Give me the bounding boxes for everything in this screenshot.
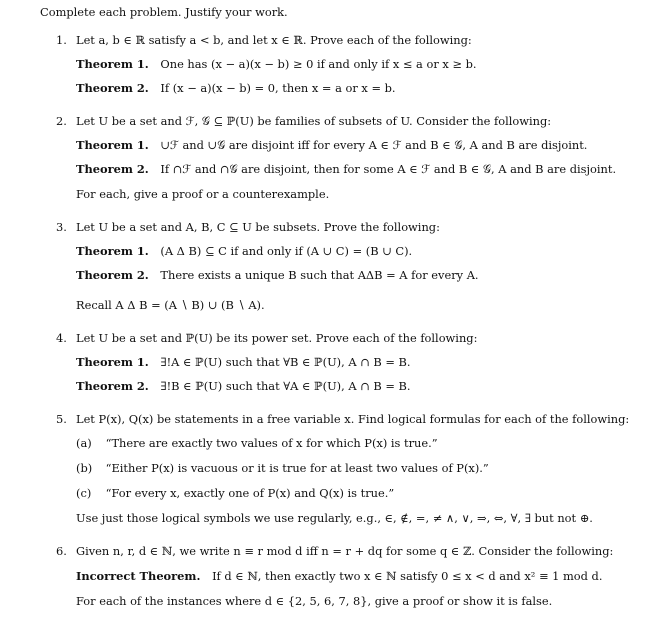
problem-3-theorem-1 [76, 244, 412, 258]
problem-3-theorem-2 [76, 268, 479, 282]
intro-text: Complete each problem. Justify your work. [40, 5, 288, 19]
theorem-text: If ∩ℱ and ∩𝒢 are disjoint, then for some A ∈ ℱ and B ∈ 𝒢, A and B are disjoint. [160, 162, 617, 176]
theorem-label: Theorem 2. [76, 379, 149, 393]
part-label: (a) [76, 436, 92, 450]
problem-1-statement: Let a, b ∈ ℝ satisfy a < b, and let x ∈ ℝ. Prove each of the following: [76, 33, 472, 47]
problem-5-part-b [76, 461, 489, 475]
theorem-label: Theorem 2. [76, 81, 149, 95]
part-label: (c) [76, 486, 92, 500]
problem-4-number: 4. [56, 331, 67, 345]
problem-5-note: Use just those logical symbols we use regularly, e.g., ∈, ∉, =, ≠ ∧, ∨, ⇒, ⇔, ∀, ∃ but not ⊕. [76, 511, 593, 525]
theorem-text: If (x − a)(x − b) = 0, then x = a or x = b. [160, 81, 396, 95]
problem-4-statement: Let U be a set and ℙ(U) be its power set. Prove each of the following: [76, 331, 478, 345]
problem-6-statement: Given n, r, d ∈ ℕ, we write n ≡ r mod d iff n = r + dq for some q ∈ ℤ. Consider the following: [76, 544, 614, 558]
problem-2-note: For each, give a proof or a counterexample. [76, 187, 330, 201]
theorem-text: (A Δ B) ⊆ C if and only if (A ∪ C) = (B ∪ C). [160, 244, 413, 258]
theorem-text: ∃!A ∈ ℙ(U) such that ∀B ∈ ℙ(U), A ∩ B = B. [160, 355, 411, 369]
part-text: “For every x, exactly one of P(x) and Q(x) is true.” [105, 486, 395, 500]
theorem-text: There exists a unique B such that AΔB = A for every A. [160, 268, 479, 282]
problem-3-statement: Let U be a set and A, B, C ⊆ U be subsets. Prove the following: [76, 220, 440, 234]
theorem-label: Theorem 1. [76, 244, 149, 258]
problem-6-incorrect-theorem [76, 569, 602, 583]
problem-4-theorem-2 [76, 379, 411, 393]
theorem-label: Theorem 2. [76, 268, 149, 282]
theorem-text: One has (x − a)(x − b) ≥ 0 if and only if x ≤ a or x ≥ b. [160, 57, 477, 71]
part-label: (b) [76, 461, 93, 475]
theorem-label: Theorem 1. [76, 138, 149, 152]
problem-5-part-a [76, 436, 438, 450]
problem-1-theorem-1 [76, 57, 477, 71]
theorem-text: If d ∈ ℕ, then exactly two x ∈ ℕ satisfy 0 ≤ x < d and x² ≡ 1 mod d. [212, 569, 603, 583]
theorem-label: Theorem 1. [76, 57, 149, 71]
theorem-text: ∪ℱ and ∪𝒢 are disjoint iff for every A ∈ ℱ and B ∈ 𝒢, A and B are disjoint. [160, 138, 588, 152]
problem-2-theorem-2 [76, 162, 616, 176]
problem-4-theorem-1 [76, 355, 411, 369]
problem-5-part-c [76, 486, 394, 500]
problem-1-theorem-2 [76, 81, 396, 95]
problem-3-note: Recall A Δ B = (A ∖ B) ∪ (B ∖ A). [76, 298, 265, 312]
theorem-label: Incorrect Theorem. [76, 569, 201, 583]
problem-5-number: 5. [56, 412, 67, 426]
theorem-label: Theorem 2. [76, 162, 149, 176]
problem-3-number: 3. [56, 220, 67, 234]
problem-6-number: 6. [56, 544, 67, 558]
problem-2-statement: Let U be a set and ℱ, 𝒢 ⊆ ℙ(U) be families of subsets of U. Consider the following: [76, 114, 552, 128]
theorem-text: ∃!B ∈ ℙ(U) such that ∀A ∈ ℙ(U), A ∩ B = B. [160, 379, 411, 393]
problem-1-number: 1. [56, 33, 67, 47]
problem-2-theorem-1 [76, 138, 587, 152]
part-text: “There are exactly two values of x for which P(x) is true.” [105, 436, 438, 450]
problem-6-note: For each of the instances where d ∈ {2, 5, 6, 7, 8}, give a proof or show it is false. [76, 594, 553, 608]
part-text: “Either P(x) is vacuous or it is true for at least two values of P(x).” [105, 461, 489, 475]
theorem-label: Theorem 1. [76, 355, 149, 369]
problem-5-statement: Let P(x), Q(x) be statements in a free variable x. Find logical formulas for each of the following: [76, 412, 630, 426]
problem-2-number: 2. [56, 114, 67, 128]
